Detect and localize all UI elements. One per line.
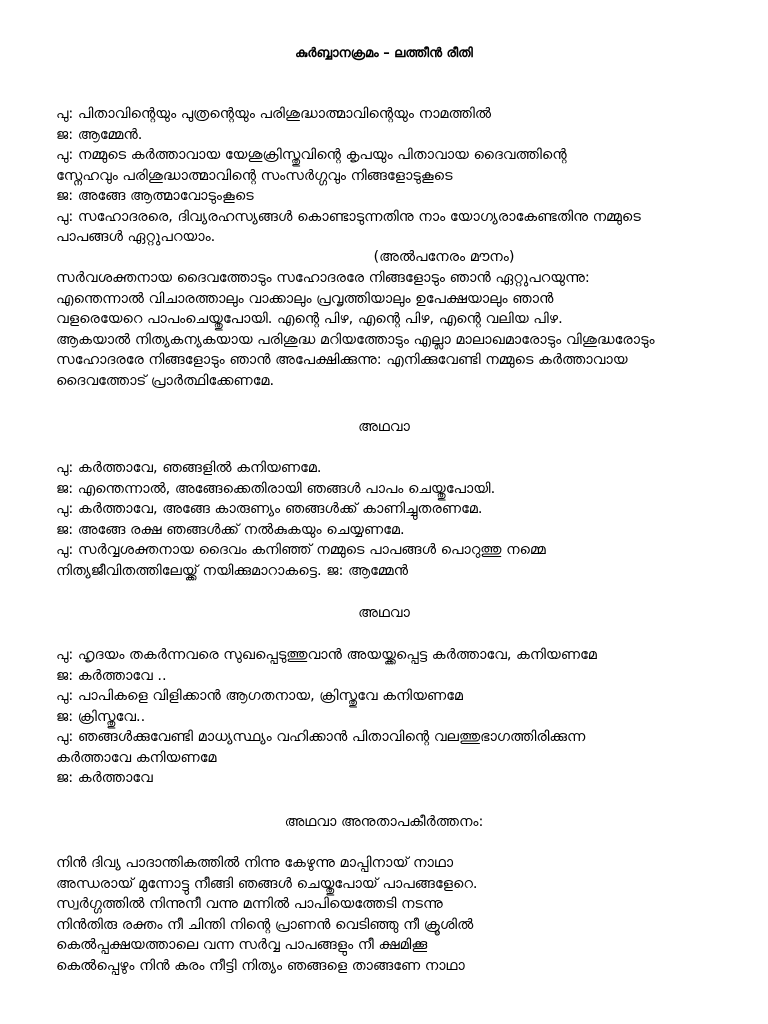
text-line: എന്തെന്നാൽ വിചാരത്താലും വാക്കാലും പ്രവൃത്തിയാലും ഉപേക്ഷയാലും ഞാൻ bbox=[56, 290, 554, 307]
text-line: പു: നമ്മുടെ കർത്താവായ യേശുക്രിസ്തുവിന്റെ കൃപയും പിതാവായ ദൈവത്തിന്റെ bbox=[56, 147, 567, 163]
text-line: ദൈവത്തോട് പ്രാർത്ഥിക്കേണമേ. bbox=[56, 372, 275, 389]
confiteor-prayer bbox=[56, 268, 736, 391]
text-line: പു: ഞങ്ങൾക്കുവേണ്ടി മാധ്യസ്ഥ്യം വഹിക്കാൻ പിതാവിന്റെ വലത്തുഭാഗത്തിരിക്കുന്ന bbox=[56, 729, 586, 745]
or-heading-1: അഥവാ bbox=[358, 419, 410, 435]
text-line: പാപങ്ങൾ ഏറ്റുപറയാം. bbox=[56, 229, 216, 245]
text-line: പു: സഹോദരരെ, ദിവ്യരഹസ്യങ്ങൾ കൊണ്ടാടുന്നതിനു നാം യോഗ്യരാകേണ്ടതിനു നമ്മുടെ bbox=[56, 208, 641, 225]
text-line: വളരെയേറെ പാപംചെയ്തുപോയി. എന്റെ പിഴ, എന്റെ പിഴ, എന്റെ വലിയ പിഴ. bbox=[56, 311, 563, 327]
hymn-line: സ്വർഗ്ഗത്തിൽ നിന്നുനീ വന്നു മന്നിൽ പാപിയെത്തേടി നടന്നു bbox=[56, 896, 443, 912]
hymn-line: നിൻ ദിവ്യ പാദാന്തികത്തിൽ നിന്നു കേഴുന്നു മാപ്പിനായ് നാഥാ bbox=[56, 855, 454, 871]
text-line: ജ: കർത്താവേ bbox=[56, 770, 153, 786]
text-line: ജ: അങ്ങേ രക്ഷ ഞങ്ങൾക്ക് നൽകുകയും ചെയ്യണമേ. bbox=[56, 521, 405, 538]
alternative-2 bbox=[56, 645, 736, 789]
hymn-line: അന്ധരായ് മുന്നോട്ടു നീങ്ങി ഞങ്ങൾ ചെയ്തുപോയ് പാപങ്ങളേറെ. bbox=[56, 875, 478, 892]
penitential-hymn bbox=[56, 853, 736, 976]
text-line: സ്നേഹവും പരിശുദ്ധാത്മാവിന്റെ സംസർഗ്ഗവും നിങ്ങളോടുകൂടെ bbox=[56, 167, 453, 184]
text-line: പു: കർത്താവേ, അങ്ങേ കാരുണ്യം ഞങ്ങൾക്ക് കാണിച്ചുതരണമേ. bbox=[56, 501, 483, 517]
hymn-line: കെൽപ്പക്ഷയത്താലെ വന്ന സർവ്വ പാപങ്ങളും നീ ക്ഷമിക്കൂ bbox=[56, 937, 428, 953]
silence-note: (അൽപനേരം മൗനം) bbox=[373, 249, 515, 265]
text-line: ജ: എന്തെന്നാൽ, അങ്ങേക്കെതിരായി ഞങ്ങൾ പാപം ചെയ്തുപോയി. bbox=[56, 480, 496, 497]
opening-dialogue bbox=[56, 104, 736, 248]
hymn-line: കെൽപ്പെഴും നിൻ കരം നീട്ടി നിത്യം ഞങ്ങളെ താങ്ങണേ നാഥാ bbox=[56, 957, 465, 974]
text-line: നിത്യജീവിതത്തിലേയ്ക്ക് നയിക്കുമാറാകട്ടെ. ജ: ആമ്മേൻ bbox=[56, 562, 409, 579]
document-title: കുർബ്ബാനക്രമം – ലത്തീൻ രീതി bbox=[295, 46, 473, 61]
or-heading-3: അഥവാ അനുതാപകീർത്തനം: bbox=[284, 814, 484, 830]
hymn-line: നിൻതിരു രക്തം നീ ചിന്തി നിന്റെ പ്രാണൻ വെടിഞ്ഞു നീ ക്രൂശിൽ bbox=[56, 916, 474, 933]
text-line: പു: പാപികളെ വിളിക്കാൻ ആഗതനായ, ക്രിസ്തുവേ കനിയണമേ bbox=[56, 688, 463, 704]
text-line: ജ: കർത്താവേ .. bbox=[56, 667, 167, 684]
text-line: ജ: ക്രിസ്തുവേ.. bbox=[56, 708, 146, 725]
text-line: പു: കർത്താവേ, ഞങ്ങളിൽ കനിയണമേ. bbox=[56, 460, 322, 476]
text-line: പു: സർവ്വശക്തനായ ദൈവം കനിഞ്ഞ് നമ്മുടെ പാപങ്ങൾ പൊറുത്തു നമ്മെ bbox=[56, 542, 546, 558]
text-line: പു: ഹൃദയം തകർന്നവരെ സുഖപ്പെടുത്തുവാൻ അയയ്ക്കപ്പെട്ട കർത്താവേ, കനിയണമേ bbox=[56, 647, 597, 663]
text-line: സർവശക്തനായ ദൈവത്തോടും സഹോദരരേ നിങ്ങളോടും ഞാൻ ഏറ്റുപറയുന്നു: bbox=[56, 270, 590, 286]
or-heading-2: അഥവാ bbox=[358, 605, 410, 621]
text-line: പു: പിതാവിന്റെയും പുത്രന്റെയും പരിശുദ്ധാത്മാവിന്റെയും നാമത്തിൽ bbox=[56, 106, 492, 122]
text-line: ജ: അങ്ങേ ആത്മാവോടുംകൂടെ bbox=[56, 188, 254, 204]
text-line: സഹോദരരേ നിങ്ങളോടും ഞാൻ അപേക്ഷിക്കുന്നു: എനിക്കുവേണ്ടി നമ്മുടെ കർത്താവായ bbox=[56, 352, 628, 368]
alternative-1 bbox=[56, 458, 736, 581]
text-line: ആകയാൽ നിത്യകന്യകയായ പരിശുദ്ധ മറിയത്തോടും എല്ലാ മാലാഖമാരോടും വിശുദ്ധരോടും bbox=[56, 331, 655, 348]
text-line: ജ: ആമ്മേൻ. bbox=[56, 126, 143, 143]
text-line: കർത്താവേ കനിയണമേ bbox=[56, 749, 217, 766]
